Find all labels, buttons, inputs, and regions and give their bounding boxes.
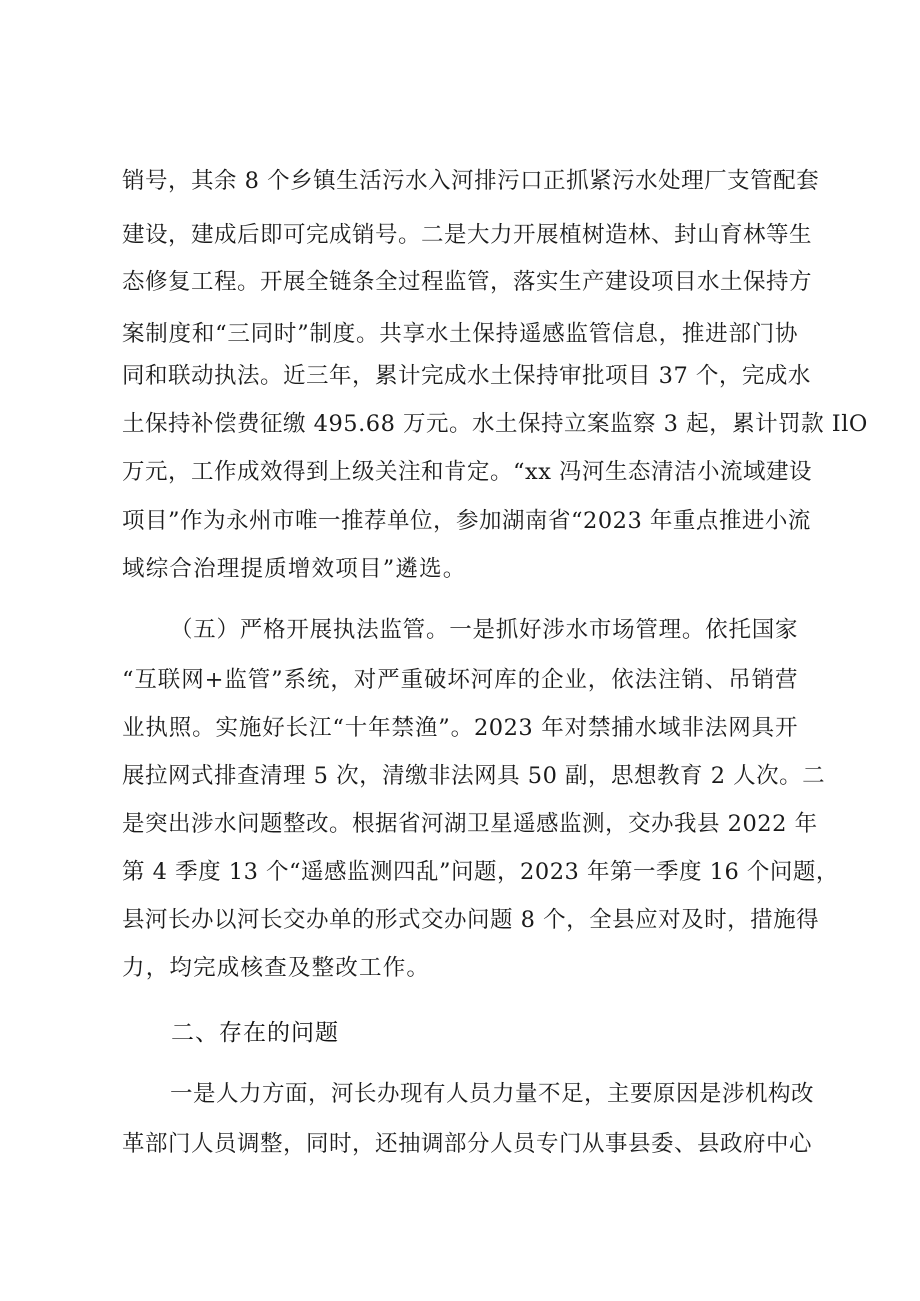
- paragraph-line: 案制度和“三同时”制度。共享水土保持遥感监管信息，推进部门协: [122, 321, 798, 347]
- paragraph-line: 是突出涉水问题整改。根据省河湖卫星遥感监测，交办我县 2022 年: [122, 811, 818, 837]
- paragraph-line: 革部门人员调整，同时，还抽调部分人员专门从事县委、县政府中心: [122, 1131, 813, 1157]
- paragraph-line: 一是人力方面，河长办现有人员力量不足，主要原因是涉机构改: [170, 1081, 815, 1107]
- paragraph-line: 万元，工作成效得到上级关注和肯定。“xx 冯河生态清洁小流域建设: [122, 459, 813, 485]
- paragraph-line: （五）严格开展执法监管。一是抓好涉水市场管理。依托国家: [170, 617, 798, 643]
- paragraph-line: 销号，其余 8 个乡镇生活污水入河排污口正抓紧污水处理厂支管配套: [122, 168, 820, 194]
- paragraph-line: 土保持补偿费征缴 495.68 万元。水土保持立案监察 3 起，累计罚款 IlO: [122, 411, 868, 437]
- paragraph-line: “互联网+监管”系统，对严重破坏河库的企业，依法注销、吊销营: [122, 667, 798, 693]
- paragraph-line: 业执照。实施好长江“十年禁渔”。2023 年对禁捕水域非法网具开: [122, 715, 798, 741]
- paragraph-line: 域综合治理提质增效项目”遴选。: [122, 556, 467, 582]
- paragraph-line: 展拉网式排查清理 5 次，清缴非法网具 50 副，思想教育 2 人次。二: [122, 763, 826, 789]
- section-heading: 二、存在的问题: [171, 1020, 339, 1046]
- paragraph-line: 态修复工程。开展全链条全过程监管，落实生产建设项目水土保持方: [122, 269, 813, 295]
- paragraph-line: 项目”作为永州市唯一推荐单位，参加湖南省“2023 年重点推进小流: [122, 508, 811, 534]
- paragraph-line: 县河长办以河长交办单的形式交办问题 8 个，全县应对及时，措施得: [122, 907, 820, 933]
- paragraph-line: 同和联动执法。近三年，累计完成水土保持审批项目 37 个，完成水: [122, 363, 811, 389]
- paragraph-line: 力，均完成核查及整改工作。: [122, 955, 431, 981]
- paragraph-line: 第 4 季度 13 个“遥感监测四乱”问题，2023 年第一季度 16 个问题，: [122, 859, 839, 885]
- paragraph-line: 建设，建成后即可完成销号。二是大力开展植树造林、封山育林等生: [122, 222, 813, 248]
